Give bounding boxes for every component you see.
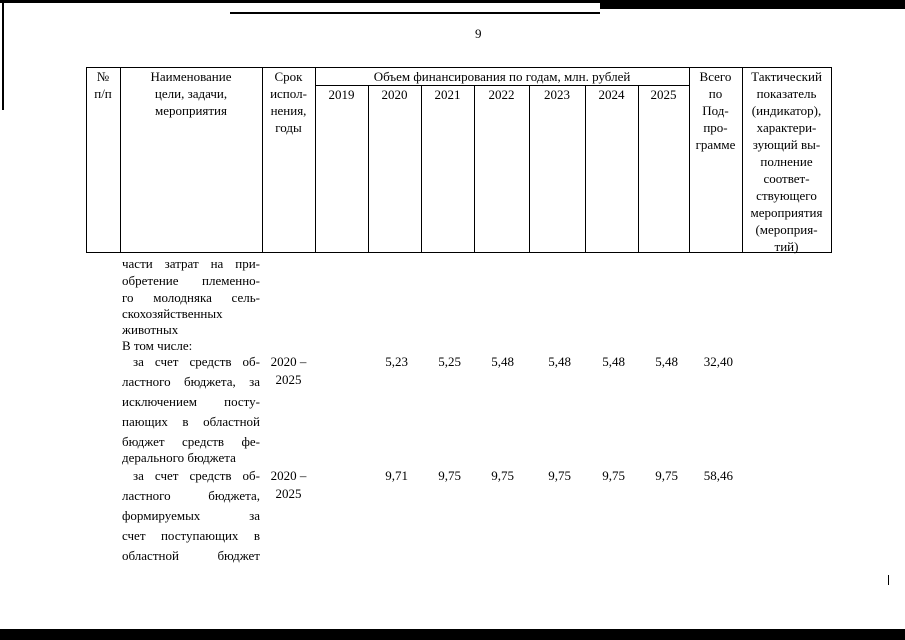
header-year-2021: 2021 — [434, 87, 461, 102]
row-name-line: счет поступающих в — [122, 528, 260, 543]
row-name-line: бюджет средств фе- — [122, 434, 260, 449]
header-year-2020: 2020 — [381, 87, 408, 102]
row-term-line: 2025 — [275, 486, 302, 501]
row-name-line: областной бюджет — [122, 548, 260, 563]
row-name-line: пающих в областной — [122, 414, 260, 429]
bottom-band — [0, 629, 905, 640]
row-total: 32,40 — [703, 354, 733, 369]
row-value-2025: 9,75 — [655, 468, 678, 483]
intro-line: обретение племенно- — [122, 273, 260, 288]
intro-line: части затрат на при- — [122, 256, 260, 271]
top-right-band — [600, 3, 905, 9]
row-value-2023: 9,75 — [548, 468, 571, 483]
page-number: 9 — [475, 26, 482, 41]
header-year-2022: 2022 — [488, 87, 515, 102]
left-edge-rule — [2, 0, 4, 110]
row-term-line: 2020 – — [270, 354, 307, 369]
row-term-line: 2020 – — [270, 468, 307, 483]
header-col-indicator: Тактический показатель (индикатор), характери- зующий вы- полнение соответ- ствующего мероприятия (мероприя- тий) — [750, 69, 823, 254]
intro-line: скохозяйственных — [122, 306, 223, 321]
row-value-2022: 9,75 — [491, 468, 514, 483]
header-year-2024: 2024 — [598, 87, 625, 102]
header-col-name: Наименование цели, задачи, мероприятия — [150, 69, 232, 118]
header-year-2025: 2025 — [650, 87, 677, 102]
row-value-2022: 5,48 — [491, 354, 514, 369]
top-thin-rule — [230, 12, 600, 14]
row-value-2021: 5,25 — [438, 354, 461, 369]
row-value-2025: 5,48 — [655, 354, 678, 369]
header-year-2023: 2023 — [544, 87, 570, 102]
row-value-2024: 5,48 — [602, 354, 625, 369]
header-year-2019: 2019 — [328, 87, 355, 102]
row-value-2020: 9,71 — [385, 468, 408, 483]
in-total-label: В том числе: — [122, 338, 193, 353]
row-name-line: дерального бюджета — [122, 450, 236, 465]
row-name-line: за счет средств об- — [133, 354, 260, 369]
row-total: 58,46 — [703, 468, 733, 483]
row-value-2024: 9,75 — [602, 468, 625, 483]
header-col-number: № п/п — [94, 69, 112, 101]
row-value-2020: 5,23 — [385, 354, 408, 369]
row-name-line: ластного бюджета, за — [122, 374, 260, 389]
intro-line: животных — [122, 322, 179, 337]
row-name-line: формируемых за — [122, 508, 260, 523]
header-col-term: Срок испол- нения, годы — [270, 69, 307, 135]
header-col-funding: Объем финансирования по годам, млн. рублей — [373, 69, 631, 84]
row-value-2021: 9,75 — [438, 468, 461, 483]
header-bottom-line — [86, 252, 832, 253]
intro-line: го молодняка сель- — [122, 290, 260, 305]
row-term-line: 2025 — [275, 372, 302, 387]
right-edge-mark — [888, 575, 889, 585]
row-name-line: за счет средств об- — [133, 468, 260, 483]
header-col-total: Всего по Под- про- грамме — [695, 69, 736, 152]
row-name-line: ластного бюджета, — [122, 488, 260, 503]
row-name-line: исключением посту- — [122, 394, 260, 409]
row-value-2023: 5,48 — [548, 354, 571, 369]
